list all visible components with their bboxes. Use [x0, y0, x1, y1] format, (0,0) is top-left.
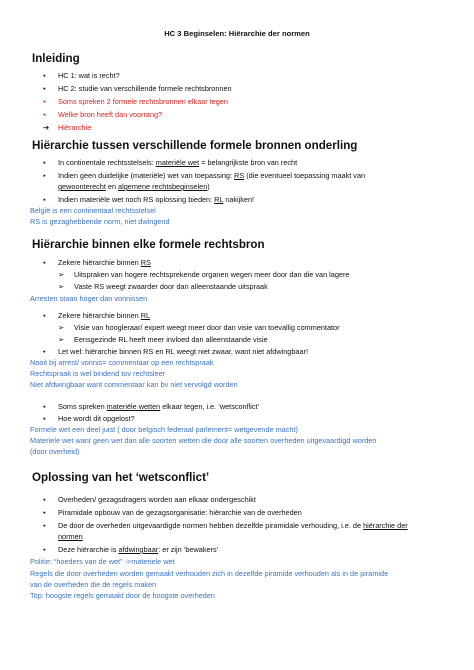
heading-oplossing: Oplossing van het ‘wetsconflict’: [32, 471, 210, 484]
page-title: HC 3 Beginselen: Hiërarchie der normen: [164, 29, 310, 38]
heading-inleiding: Inleiding: [32, 52, 80, 65]
square-bullet: ▪: [43, 97, 46, 106]
note: RS is gezaghebbende norm, niet dwingend: [30, 217, 170, 226]
square-bullet: ▪: [43, 508, 46, 517]
square-bullet: ▪: [43, 311, 46, 320]
list-item: HC 2: studie van verschillende formele rechtsbronnen: [58, 84, 232, 93]
list-item-continuation: normen: [58, 532, 83, 541]
list-item: Soms spreken 2 formele rechtsbronnen elkaar tegen: [58, 97, 228, 106]
note: Arresten staan hoger dan vonnissen: [30, 294, 148, 303]
check-arrow-icon: ➢: [58, 335, 65, 344]
note: Top: hoogste regels gemaakt door de hoogste overheden: [30, 591, 215, 600]
square-bullet: ▪: [43, 258, 46, 267]
list-item: Indien materiële wet noch RS oplossing bieden: RL nakijken!: [58, 195, 255, 204]
note: Nooit bij arrest/ vonnis= commentaar op een rechtspraak: [30, 358, 214, 367]
list-item: Welke bron heeft dan voorrang?: [58, 110, 163, 119]
note: van de overheden die de regels maken: [30, 580, 157, 589]
square-bullet: ▪: [43, 71, 46, 80]
list-item: Hiërarchie: [58, 123, 92, 132]
square-bullet: ▪: [43, 521, 46, 530]
note: (door overheid): [30, 447, 80, 456]
list-item: HC 1: wat is recht?: [58, 71, 120, 80]
note: Materiele wet want geen wet dan alle soorten wetten die door alle soorten overheden uitgevaardigd worden: [30, 436, 377, 445]
square-bullet: ▪: [43, 195, 46, 204]
arrow-icon: ➔: [43, 123, 50, 132]
check-arrow-icon: ➢: [58, 282, 65, 291]
list-item: Soms spreken materiële wetten elkaar tegen, i.e. ‘wetsconflict’: [58, 402, 260, 411]
note: Formele wet een deel juist ( door belgisch federaal parlement= wetgevende macht): [30, 425, 298, 434]
square-bullet: ▪: [43, 402, 46, 411]
sub-item: Visie van hoogleraar/ expert weegt meer door dan visie van toevallig commentator: [74, 323, 340, 332]
list-item: Zekere hiërarchie binnen RS: [58, 258, 151, 267]
square-bullet: ▪: [43, 171, 46, 180]
sub-item: Vaste RS weegt zwaarder door dan alleenstaande uitspraak: [74, 282, 268, 291]
list-item: In continentale rechtsstelsels: materiële wet = belangrijkste bron van recht: [58, 158, 298, 167]
list-item: Indien geen duidelijke (materiële) wet van toepassing: RS (die eventueel toepassing maakt van: [58, 171, 366, 180]
check-arrow-icon: ➢: [58, 270, 65, 279]
list-item: De door de overheden uitgevaardigde normen hebben dezelfde piramidale verhouding, i.e. de hiërarchie der: [58, 521, 408, 530]
list-item: Deze hiërarchie is afdwingbaar: er zijn ‘bewakers’: [58, 545, 219, 554]
list-item: Let wel: hiërarchie binnen RS en RL weegt niet zwaar, want niet afdwingbaar!: [58, 347, 308, 356]
list-item: Overheden/ gezagsdragers worden aan elkaar ondergeschikt: [58, 495, 256, 504]
note: Regels die door overheden worden gemaakt verhouden zich in dezelfde piramide verhouden als in de piramide: [30, 569, 389, 578]
note: Politie: “hoeders van de wet” ->materiele wet: [30, 557, 175, 566]
list-item: Hoe wordt dit opgelost?: [58, 414, 135, 423]
dot-bullet: •: [43, 347, 46, 356]
heading-hierarchie-binnen: Hiërarchie binnen elke formele rechtsbron: [32, 238, 265, 251]
square-bullet: ▪: [43, 545, 46, 554]
heading-hierarchie-onderling: Hiërarchie tussen verschillende formele bronnen onderling: [32, 139, 358, 152]
square-bullet: ▪: [43, 110, 46, 119]
list-item: Piramidale opbouw van de gezagsorganisatie: hiërarchie van de overheden: [58, 508, 302, 517]
square-bullet: ▪: [43, 495, 46, 504]
check-arrow-icon: ➢: [58, 323, 65, 332]
list-item-continuation: gewoonterecht en algemene rechtsbeginselen): [58, 182, 210, 191]
sub-item: Uitspraken van hogere rechtsprekende organen wegen meer door dan die van lagere: [74, 270, 350, 279]
sub-item: Eensgezinde RL heeft meer invloed dan alleenstaande visie: [74, 335, 268, 344]
note: België is een continentaal rechtsstelsel: [30, 206, 156, 215]
square-bullet: ▪: [43, 414, 46, 423]
square-bullet: ▪: [43, 84, 46, 93]
note: Niet afdwingbaar want commentaar kan bv niet vervolgd worden: [30, 380, 238, 389]
square-bullet: ▪: [43, 158, 46, 167]
list-item: Zekere hiërarchie binnen RL: [58, 311, 151, 320]
note: Rechtspraak is wel bindend tov rechtsleer: [30, 369, 166, 378]
